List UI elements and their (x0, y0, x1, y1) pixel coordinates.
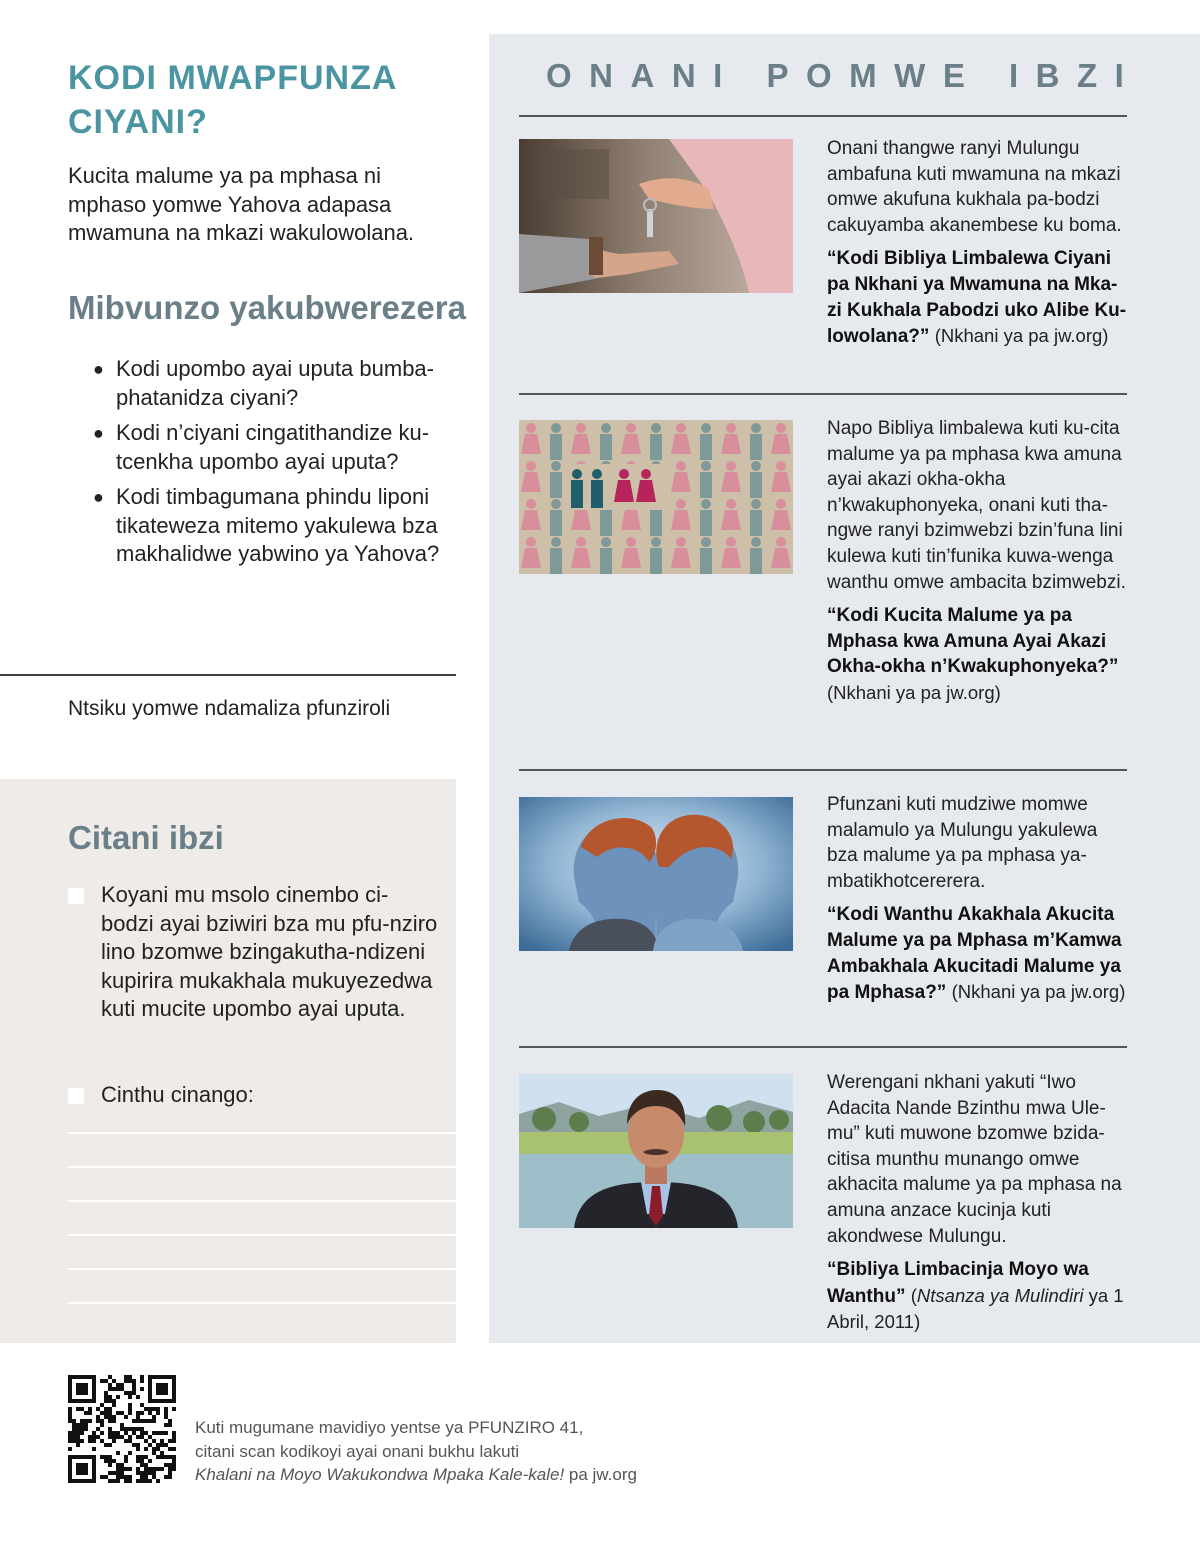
resource-title[interactable]: “Bibliya Limbacinja Moyo wa Wanthu” (827, 1259, 1089, 1307)
resource-source: (Ntsanza ya Mulindiri ya 1 Abril, 2011) (827, 1284, 1124, 1333)
divider (0, 674, 456, 676)
qr-code[interactable] (68, 1375, 176, 1483)
resource-description: Pfunzani kuti mudziwe momwe malamulo ya Mulungu yakulewa bza malume ya pa mphasa ya-mbatikhotcererera. (827, 794, 1098, 892)
bullet-icon: ● (93, 487, 104, 507)
review-questions-list (92, 355, 454, 576)
lesson-heading: KODI MWAPFUNZA CIYANI? (68, 59, 397, 141)
divider (519, 769, 1127, 771)
divider (519, 1046, 1127, 1048)
people-figures-illustration (519, 420, 793, 574)
activity-task-other[interactable]: Cinthu cinango: (68, 1081, 438, 1110)
review-question: ● Kodi n’ciyani cingatithandize ku-tcenkha upombo ayai uputa? (93, 420, 430, 474)
bullet-icon: ● (93, 423, 104, 443)
resource-item (827, 136, 1132, 358)
activity-box (0, 779, 456, 1343)
completion-date-label: Ntsiku yomwe ndamaliza pfunziroli (68, 697, 391, 720)
resource-title[interactable]: “Kodi Bibliya Limbalewa Ciyani pa Nkhani ya Mwamuna na Mka-zi Kukhala Pabodzi uko Alibe Ku-lowolana?” (827, 248, 1127, 348)
man-portrait-photo (519, 1074, 793, 1228)
checkbox-icon[interactable] (68, 888, 84, 904)
lesson-intro: Kucita malume ya pa mphasa ni mphaso yomwe Yahova adapasa mwamuna na mkazi wakulowolana. (68, 163, 415, 245)
resource-source: (Nkhani ya pa jw.org) (951, 981, 1126, 1003)
activity-title: Citani ibzi (68, 819, 224, 856)
book-title[interactable]: Khalani na Moyo Wakukondwa Mpaka Kale-kale! (195, 1465, 565, 1484)
write-line[interactable] (68, 1132, 456, 1134)
write-line[interactable] (68, 1200, 456, 1202)
review-questions-title: Mibvunzo yakubwerezera (68, 289, 466, 326)
resource-item (827, 1070, 1132, 1344)
review-question: ● Kodi timbagumana phindu liponi tikateweza mitemo yakulewa bza makhalidwe yabwino ya Yahova? (93, 484, 440, 566)
divider (519, 115, 1127, 117)
man-woman-silhouette-illustration (519, 797, 793, 951)
checkbox-icon[interactable] (68, 1088, 84, 1104)
handing-keys-photo (519, 139, 793, 293)
footer-note: Kuti mugumane mavidiyo yentse ya PFUNZIRO 41, citani scan kodikoyi ayai onani bukhu lakuti Khalani na Moyo Wakukondwa Mpaka Kale-kale! pa jw.org (195, 1418, 637, 1484)
resource-title[interactable]: “Kodi Kucita Malume ya pa Mphasa kwa Amuna Ayai Akazi Okha-okha n’Kwakuphonyeka?” (827, 605, 1119, 678)
write-line[interactable] (68, 1268, 456, 1270)
write-line[interactable] (68, 1302, 456, 1304)
resource-description: Napo Bibliya limbalewa kuti ku-cita malume ya pa mphasa kwa amuna ayai akazi okha-okha n’kwakuphonyeka, onani kuti tha-ngwe ranyi bzimwebzi bzin’funa lini kulewa kuti tin’funika kuwa-wenga wanthu omwe ambacita bzimwebzi. (827, 418, 1126, 593)
review-question: ● Kodi upombo ayai uputa bumba-phatanidza ciyani? (93, 356, 434, 410)
resource-source: (Nkhani ya pa jw.org) (827, 681, 1001, 703)
divider (519, 393, 1127, 395)
write-line[interactable] (68, 1166, 456, 1168)
resource-description: Werengani nkhani yakuti “Iwo Adacita Nande Bzinthu mwa Ule-mu” kuti muwone bzomwe bzida-citisa munthu munango omwe akhacita malume ya pa mphasa na amuna anzace kucinja kuti akondwese Mulungu. (827, 1072, 1122, 1247)
activity-task[interactable]: Koyani mu msolo cinembo ci-bodzi ayai bziwiri bza mu pfu-nziro lino bzomwe bzingakutha-ndizeni kupirira mukakhala mukuyezedwa kuti mucite upombo ayai uputa. (68, 881, 438, 1024)
write-line[interactable] (68, 1234, 456, 1236)
see-more-title: ONANI POMWE IBZI (546, 57, 1142, 94)
resource-item (827, 792, 1132, 1014)
resource-title[interactable]: “Kodi Wanthu Akakhala Akucita Malume ya pa Mphasa m’Kamwa Ambakhala Akucitadi Malume ya pa Mphasa?” (827, 904, 1122, 1004)
resource-description: Onani thangwe ranyi Mulungu ambafuna kuti mwamuna na mkazi omwe akufuna kukhala pa-bodzi cakuyamba akanembese ku boma. (827, 138, 1122, 236)
bullet-icon: ● (93, 359, 104, 379)
resource-source: (Nkhani ya pa jw.org) (934, 325, 1109, 347)
resource-item (827, 416, 1132, 715)
